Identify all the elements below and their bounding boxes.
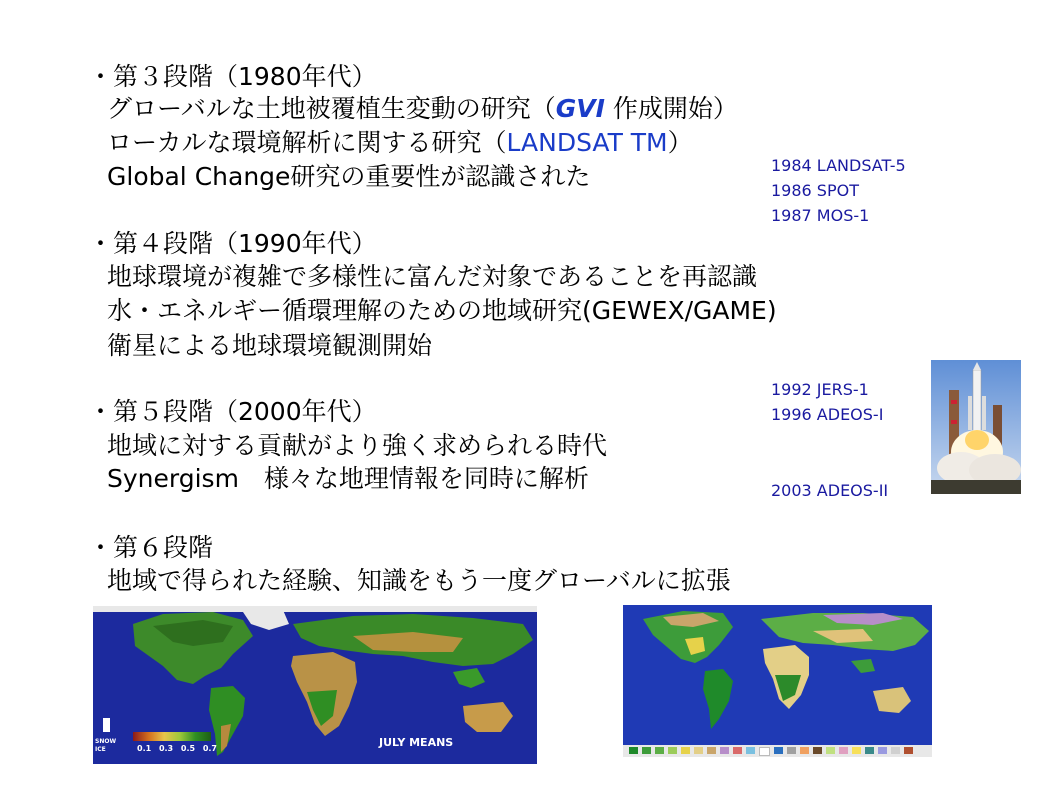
map-caption: JULY MEANS <box>379 736 454 749</box>
stage4-line-1: 地球環境が複雑で多様性に富んだ対象であることを再認識 <box>107 262 758 291</box>
legend-swatch <box>707 747 716 754</box>
legend-swatch <box>787 747 796 754</box>
stage3-heading: ・第３段階（1980年代） <box>88 62 377 91</box>
legend-swatch <box>813 747 822 754</box>
stage4-heading: ・第４段階（1990年代） <box>88 229 377 258</box>
legend-swatch <box>733 747 742 754</box>
legend-swatch <box>694 747 703 754</box>
stage3-line-2-text: ローカルな環境解析に関する研究（ <box>107 128 507 157</box>
landsat-tm-highlight: LANDSAT TM <box>506 128 668 157</box>
satellite-item: 1996 ADEOS-I <box>771 405 884 424</box>
scale-tick: 0.5 <box>180 744 196 753</box>
legend-swatch <box>878 747 887 754</box>
legend-swatch <box>904 747 913 754</box>
satellite-item: 1986 SPOT <box>771 181 859 200</box>
snow-ice-swatch <box>103 718 110 732</box>
vegetation-scale-bar <box>133 732 211 741</box>
stage4-line-3: 衛星による地球環境観測開始 <box>107 331 433 360</box>
satellite-item: 1992 JERS-1 <box>771 380 869 399</box>
stage3-line-1 <box>107 94 738 124</box>
legend-swatch <box>642 747 651 754</box>
legend-swatch <box>759 747 770 756</box>
stage5-heading: ・第５段階（2000年代） <box>88 397 377 426</box>
legend-swatch <box>681 747 690 754</box>
legend-swatch <box>655 747 664 754</box>
legend-swatch <box>865 747 874 754</box>
satellite-item: 2003 ADEOS-II <box>771 481 889 500</box>
rocket-launch-photo <box>931 360 1021 494</box>
stage6-heading: ・第６段階 <box>88 533 214 562</box>
vegetation-scale-labels <box>137 744 217 753</box>
land-cover-legend <box>629 747 913 756</box>
stage5-line-1: 地域に対する貢献がより強く求められる時代 <box>107 431 608 460</box>
satellite-item: 1987 MOS-1 <box>771 206 870 225</box>
ice-label: ICE <box>95 746 106 753</box>
scale-tick: 0.7 <box>202 744 217 753</box>
legend-swatch <box>800 747 809 754</box>
gvi-highlight: GVI <box>555 94 605 123</box>
legend-swatch <box>774 747 783 754</box>
stage3-line-2-end: ） <box>667 128 693 157</box>
stage3-line-1-text: グローバルな土地被覆植生変動の研究（ <box>107 94 556 123</box>
legend-swatch <box>629 747 638 754</box>
legend-swatch <box>826 747 835 754</box>
legend-swatch <box>839 747 848 754</box>
stage3-line-1-end: 作成開始） <box>604 94 738 123</box>
stage3-line-2 <box>107 128 693 158</box>
vegetation-map-july <box>93 606 537 764</box>
stage4-line-2: 水・エネルギー循環理解のための地域研究(GEWEX/GAME) <box>107 296 777 325</box>
snow-label: SNOW <box>95 738 117 745</box>
stage3-line-3: Global Change研究の重要性が認識された <box>107 162 591 191</box>
land-cover-map <box>623 605 932 757</box>
scale-tick: 0.3 <box>158 744 174 753</box>
legend-swatch <box>746 747 755 754</box>
legend-swatch <box>668 747 677 754</box>
legend-swatch <box>852 747 861 754</box>
scale-tick: 0.1 <box>137 744 152 753</box>
stage6-line-1: 地域で得られた経験、知識をもう一度グローバルに拡張 <box>107 566 731 595</box>
satellite-item: 1984 LANDSAT-5 <box>771 156 906 175</box>
snow-ice-label <box>95 738 116 754</box>
legend-swatch <box>891 747 900 754</box>
stage5-line-2: Synergism 様々な地理情報を同時に解析 <box>107 464 589 493</box>
legend-swatch <box>720 747 729 754</box>
